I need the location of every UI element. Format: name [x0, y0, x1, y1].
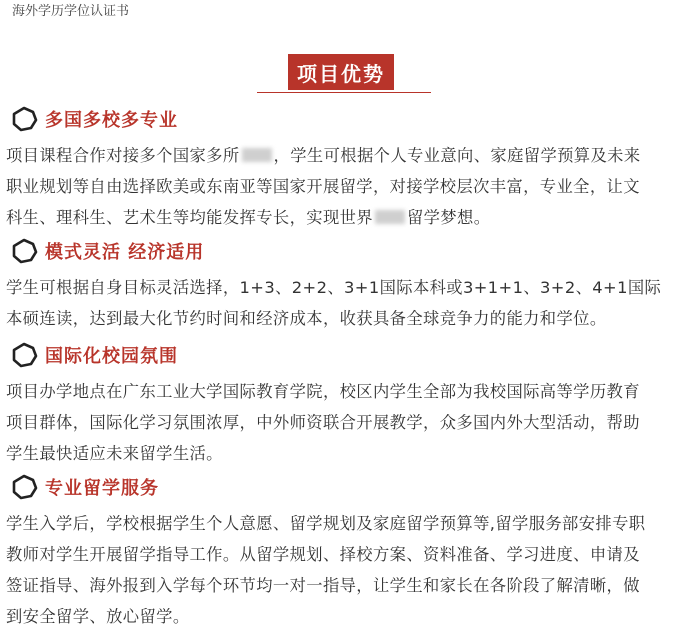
redacted-text	[375, 210, 405, 224]
section-body	[6, 508, 682, 632]
body-line: 签证指导、海外报到入学每个环节均一对一指导，让学生和家长在各阶段了解清晰，做	[6, 576, 640, 595]
heptagon-outline-icon	[7, 340, 41, 370]
body-line: 职业规划等自由选择欧美或东南亚等国家开展留学，对接学校层次丰富，专业全，让文	[6, 177, 640, 196]
section-banner	[257, 50, 431, 93]
section-body	[6, 376, 682, 469]
body-line: 教师对学生开展留学指导工作。从留学规划、择校方案、资料准备、学习进度、申请及	[6, 545, 640, 564]
body-line: 到安全留学、放心留学。	[6, 607, 190, 626]
section-body	[6, 272, 682, 334]
section-header	[0, 104, 688, 134]
body-line: 学生入学后，学校根据学生个人意愿、留学规划及家庭留学预算等,留学服务部安排专职	[6, 514, 646, 533]
section-study-abroad-service	[0, 472, 688, 632]
redacted-text	[242, 148, 272, 162]
section-body	[6, 140, 682, 233]
section-title: 专业留学服务	[45, 478, 159, 499]
heptagon-outline-icon	[7, 104, 41, 134]
section-header	[0, 472, 688, 502]
heptagon-outline-icon	[7, 472, 41, 502]
body-line: 学生最快适应未来留学生活。	[6, 444, 223, 463]
banner-label: 项目优势	[288, 54, 394, 90]
heptagon-outline-icon	[7, 236, 41, 266]
section-international-campus	[0, 340, 688, 469]
section-flexible-mode	[0, 236, 688, 334]
body-line: 科生、理科生、艺术生等均能发挥专长，实现世界 留学梦想。	[6, 208, 491, 227]
section-header	[0, 236, 688, 266]
header-title: 海外学历学位认证书	[12, 4, 130, 19]
body-line: 项目办学地点在广东工业大学国际教育学院，校区内学生全部为我校国际高等学历教育	[6, 382, 640, 401]
body-line: 学生可根据自身目标灵活选择，1+3、2+2、3+1国际本科或3+1+1、3+2、4+1国际	[6, 278, 662, 297]
body-line: 项目课程合作对接多个国家多所 ，学生可根据个人专业意向、家庭留学预算及未来	[6, 146, 641, 165]
body-line: 项目群体，国际化学习氛围浓厚，中外师资联合开展教学，众多国内外大型活动，帮助	[6, 413, 640, 432]
section-multi-country	[0, 104, 688, 233]
section-title: 多国多校多专业	[45, 110, 178, 131]
section-title: 国际化校园氛围	[45, 346, 178, 367]
section-title: 模式灵活 经济适用	[45, 242, 205, 263]
body-line: 本硕连读，达到最大化节约时间和经济成本，收获具备全球竞争力的能力和学位。	[6, 309, 607, 328]
section-header	[0, 340, 688, 370]
